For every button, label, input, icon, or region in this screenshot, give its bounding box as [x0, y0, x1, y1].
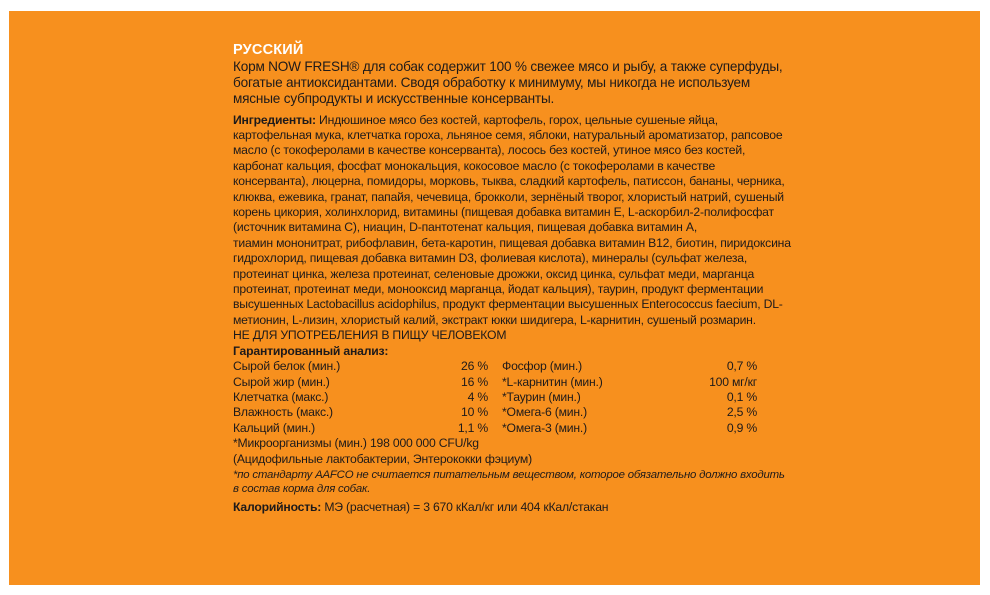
warning-text: НЕ ДЛЯ УПОТРЕБЛЕНИЯ В ПИЩУ ЧЕЛОВЕКОМ [233, 328, 507, 343]
calories-label: Калорийность: [233, 499, 322, 514]
label-panel [9, 11, 980, 585]
ingredients-text-1: Индюшиное мясо без костей, картофель, горох, цельные сушеные яйца, картофельная мука, клетчатка гороха, льняное семя, яблоки, натуральный ароматизатор, рапсовое масло (с токоферолами в качестве консерванта), лосось без костей, утиное мясо без костей, карбонат кальция, фосфат монокальция, кокосовое масло (с токоферолами в качестве консерванта), люцерна, помидоры, морковь, тыква, сладкий картофель, патиссон, бананы, черника, клюква, ежевика, гранат, папайя, чечевица, брокколи, зернёный творог, хлористый натрий, сушеный корень цикория, холинхлорид, витамины (пищевая добавка витамин E, L-аскорбил-2-полифосфат (источник витамина C), ниацин, D-пантотенат кальция, пищевая добавка витамин A, [233, 112, 785, 235]
ingredients-text-2: тиамин мононитрат, рибофлавин, бета-каротин, пищевая добавка витамин B12, биотин, пиридоксина гидрохлорид, пищевая добавка витамин D3, фолиевая кислота), минералы (сульфат железа, протеинат цинка, железа протеинат, селеновые дрожжи, оксид цинка, сульфат меди, марганца протеинат, протеинат меди, монооксид марганца, йодат кальция), таурин, продукт ферментации высушенных Lactobacillus acidophilus, продукт ферментации высушенных Enterococcus faecium, DL-метионин, L-лизин, хлористый калий, экстракт юкки шидигера, L-карнитин, сушеный розмарин. [233, 235, 791, 327]
language-title: РУССКИЙ [233, 42, 304, 58]
aafco-footnote: *по стандарту AAFCO не считается питательным веществом, которое обязательно должно входить в состав корма для собак. [233, 468, 785, 495]
analysis-label: Гарантированный анализ: [233, 343, 389, 358]
ingredients-paragraph [233, 113, 793, 236]
analysis-value: 26 % [461, 359, 488, 374]
analysis-name: Сырой белок (мин.) [233, 359, 341, 374]
analysis-value: 2,5 % [726, 405, 757, 420]
analysis-name: Кальций (мин.) [233, 420, 315, 435]
ingredients-label: Ингредиенты: [233, 112, 316, 127]
analysis-value: 16 % [461, 374, 488, 389]
label-text-block [233, 41, 793, 515]
analysis-name: Клетчатка (макс.) [233, 389, 329, 404]
analysis-value: 10 % [461, 405, 488, 420]
analysis-value: 100 мг/кг [709, 374, 757, 389]
analysis-name: *Таурин (мин.) [502, 389, 581, 404]
intro-paragraph: Корм NOW FRESH® для собак содержит 100 % свежее мясо и рыбу, а также суперфуды, богатые антиоксидантами. Сводя обработку к минимуму, мы никогда не используем мясные субпродукты и искусственные консерванты. [233, 59, 783, 107]
analysis-row [502, 390, 757, 405]
analysis-row [502, 359, 757, 374]
analysis-value: 1,1 % [457, 420, 488, 435]
analysis-row [233, 359, 488, 374]
analysis-row [233, 405, 488, 420]
analysis-row [502, 421, 757, 436]
analysis-row [233, 375, 488, 390]
analysis-name: *Омега-3 (мин.) [502, 420, 587, 435]
microorganisms-detail: (Ацидофильные лактобактерии, Энтерококки фэциум) [233, 451, 532, 466]
analysis-value: 0,1 % [726, 389, 757, 404]
analysis-left-column [233, 359, 488, 436]
analysis-name: Сырой жир (мин.) [233, 374, 330, 389]
microorganisms-line: *Микроорганизмы (мин.) 198 000 000 CFU/kg [233, 436, 479, 451]
analysis-row [502, 375, 757, 390]
analysis-value: 4 % [467, 389, 488, 404]
analysis-name: *Омега-6 (мин.) [502, 405, 587, 420]
analysis-table [233, 359, 763, 436]
analysis-right-column [502, 359, 757, 436]
analysis-row [233, 421, 488, 436]
analysis-name: *L-карнитин (мин.) [502, 374, 603, 389]
analysis-row [233, 390, 488, 405]
calories-line [233, 500, 793, 515]
calories-value: МЭ (расчетная) = 3 670 кКал/кг или 404 кКал/стакан [321, 499, 609, 514]
analysis-value: 0,7 % [726, 359, 757, 374]
analysis-row [502, 405, 757, 420]
ingredients-section [233, 113, 793, 329]
analysis-value: 0,9 % [726, 420, 757, 435]
analysis-name: Влажность (макс.) [233, 405, 333, 420]
analysis-name: Фосфор (мин.) [502, 359, 582, 374]
